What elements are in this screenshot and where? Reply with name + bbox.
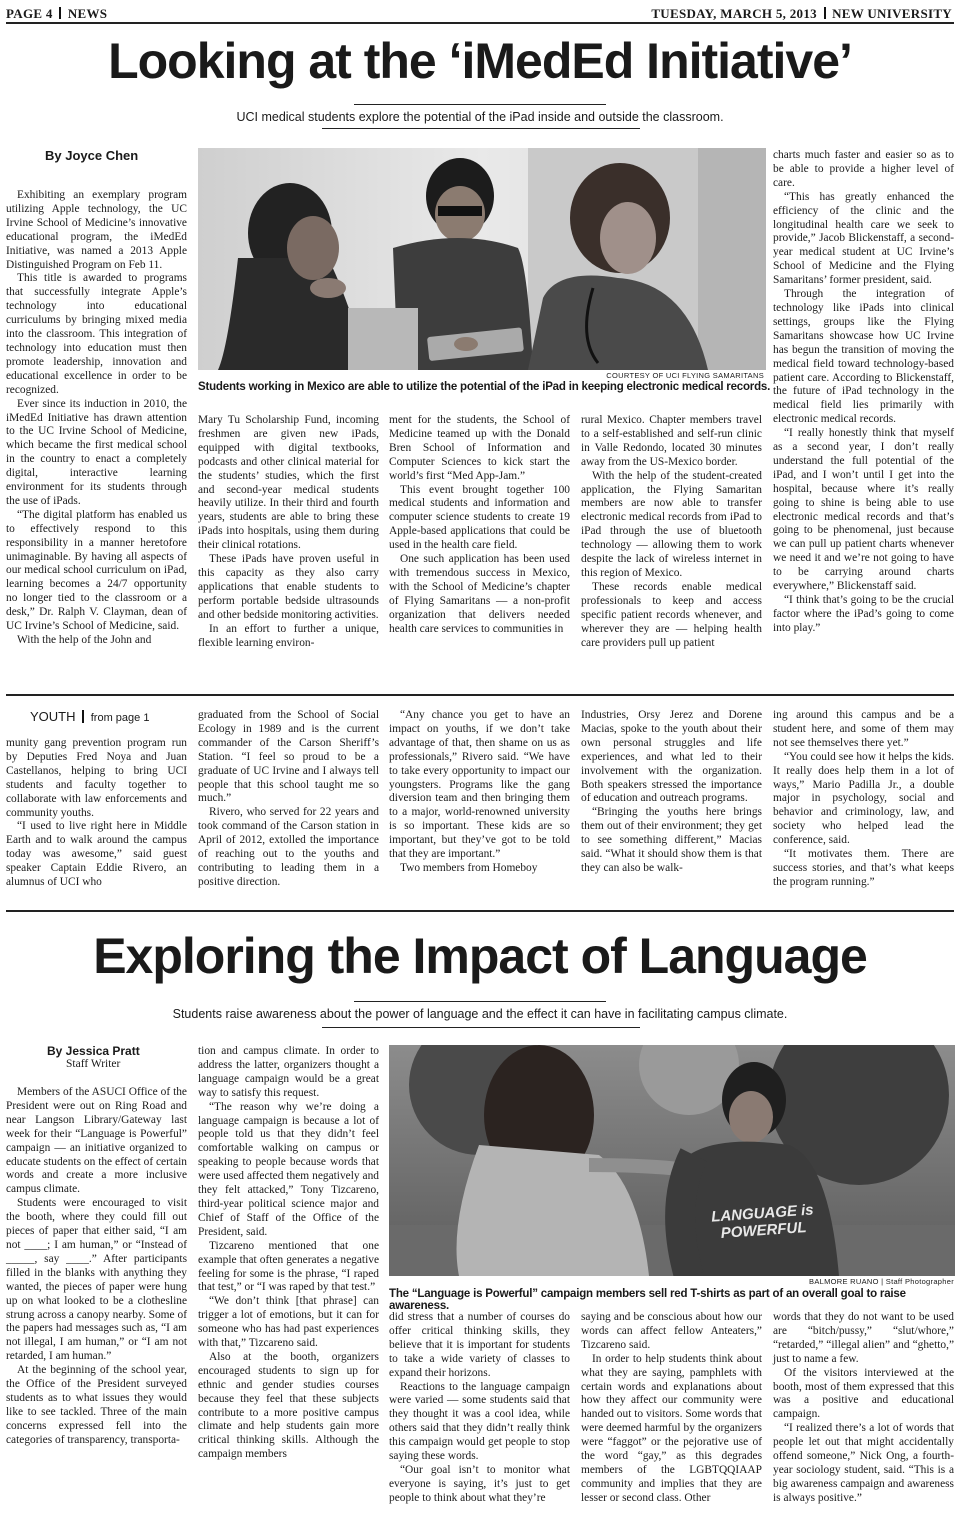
paragraph: Two members from Homeboy (400, 861, 538, 874)
paragraph: Exhibiting an exemplary program utilizing Apple technology, the UC Irvine School of Medicine’s innovative educational program, the iMedEd Initiative, was named a 2013 Apple Distinguished Program on Feb 11. (6, 189, 187, 271)
headline: Exploring the Impact of Language (93, 928, 867, 984)
issue-date: TUESDAY, MARCH 5, 2013 (651, 6, 817, 21)
paragraph: “Our goal isn’t to monitor what everyone is saying, it’s just to get people to think about what they’re (389, 1463, 570, 1504)
paragraph: This title is awarded to programs that successfully integrate Apple’s technology into educational curriculums by bringing mixed media into the classroom. This integration of technology into education must then promote leadership, innovation and educational excellence in order to be recognized. (6, 272, 187, 396)
youth-column-3 (389, 709, 570, 876)
photo-credit: COURTESY OF UCI FLYING SAMARITANS (606, 371, 764, 380)
byline: By Joyce Chen (45, 148, 139, 163)
paragraph: charts much faster and easier so as to be able to provide a higher level of care. (773, 149, 954, 189)
paragraph: “The reason why we’re doing a language campaign is because a lot of people told us that they didn’t feel comfortable walking on campus or speaking to people because words that were used affected them negatively and they felt attacked,” Tony Tizcareno, third-year political science major and Chief of Staff of the Office of the President, said. (198, 1100, 379, 1238)
paragraph: Ever since its induction in 2010, the iMedEd Initiative has drawn attention to the UC Irvine School of Medicine, which became the first medical school in the country to enact a completely digital, interactive learning environment for its students through the use of iPads. (6, 397, 187, 507)
paragraph: munity gang prevention program run by Deputies Fred Noya and Juan Castellanos, helping to bring UCI students and faculty together to collaborate with law enforcements and community youths. (6, 737, 187, 819)
paragraph: With the help of the student-created application, the Flying Samaritan members are now able to transfer electronic medical records from iPad to iPad through the use of bluetooth technology — allowing them to work despite the lack of wireless internet in this region of Mexico. (581, 469, 762, 579)
paragraph: At the beginning of the school year, the Office of the President surveyed students as to what issues they would like to see tackled. Three of the main concerns expressed fell into the categories of transparency, transporta- (6, 1364, 187, 1446)
paragraph: Through the integration of technology like iPads into clinical settings, groups like the Flying Samaritans showcase how UC Irvine has begun the transition of moving the medical field toward technology-based patient care. According to Blickenstaff, the future of iPad technology in the medical field lies primarily with electronic medical records. (773, 288, 954, 426)
paragraph: ing around this campus and be a student here, and some of them may not see themselves there yet.” (773, 709, 954, 749)
paragraph: Students were encouraged to visit the booth, where they could fill out pieces of paper that either said, “I am not ____; I am human,” or “Instead of _____, say ____.” After participants filled in the blanks with anything they wanted, the pieces of paper were hung up on what looked to be a clothesline strung across a canopy nearby. Some of the papers had messages such as, “I am not illegal, I am human,” or “I am not retarded, I am human.” (6, 1197, 187, 1363)
paragraph: One such application has been used with tremendous success in Mexico, with the School of Medicine’s chapter of Flying Samaritans — a non-profit organization that delivers needed health care services to communities in (389, 553, 570, 635)
byline: By Jessica Pratt (47, 1044, 140, 1058)
paragraph: In order to help students think about what they are saying, pamphlets with certain words and explanations about how they affect our community were handed out to visitors. Some words that were deemed harmful by the organizers were “faggot” or the pejorative use of the word “gay,” as this degrades members of the LGBTQQIAAP community and implies that they are lesser or second class. Other (581, 1352, 762, 1504)
jump-label: YOUTH (30, 709, 76, 724)
section-name: NEWS (67, 6, 108, 21)
section-divider (6, 910, 954, 912)
paragraph: “I really honestly think that myself as a second year, I don’t really understand the full potential of the iPad, and I won’t until I get into the hospital, because where it’s really going to shine is being able to use electronic medical records and that’s going to be phenomenal, just because we can pull up patient charts whenever we need it and we’re not going to have to be carrying around charts everywhere,” Blickenstaff said. (773, 427, 954, 593)
youth-column-4 (581, 709, 762, 876)
photo-caption: Students working in Mexico are able to utilize the potential of the iPad in keeping electronic medical records. (198, 381, 771, 393)
deck: Students raise awareness about the power of language and the effect it can have in facilitating campus climate. (172, 1007, 788, 1021)
paragraph: This event brought together 100 medical students and information and computer science students to create 19 Apple-based applications that could be used in the health care field. (389, 483, 570, 552)
photo-credit: BALMORE RUANO | Staff Photographer (809, 1277, 954, 1286)
paragraph: “Any chance you get to have an impact on youths, if we don’t take advantage of that, then shame on us as professionals,” Rivero said. “We have to take every opportunity to impact our youngsters. Programs like the gang diversion team and then bringing them to a major, world-renowned university is so important. These kids are so important, but they’ve got to be told that they are important.” (389, 709, 570, 861)
article-column-5 (773, 149, 954, 636)
paragraph: “I realized there’s a lot of words that people let out that might accidentally offend someone,” Nick Ong, a fourth-year sociology student, said. “This is a big awareness campaign and awareness is always positive.” (773, 1422, 954, 1504)
paragraph: “We don’t think [that phrase] can trigger a lot of emotions, but it can for someone who has had past experiences with that,” Tizcareno said. (198, 1295, 379, 1350)
paragraph: “I think that’s going to be the crucial factor where the iPad’s going to come into play.” (773, 594, 954, 634)
paper-name: NEW UNIVERSITY (832, 6, 952, 21)
paragraph: “I used to live right here in Middle Earth and to walk around the campus today was awesome,” said guest speaker Captain Eddie Rivero, an alumnus of UCI who (6, 820, 187, 889)
paragraph: Members of the ASUCI Office of the President were out on Ring Road and near Langson Library/Gateway last week for their “Language is Powerful” campaign — an initiative organized to educate students on the effect of certain words and create a more inclusive campus climate. (6, 1086, 187, 1196)
deck-rule-bottom (322, 128, 640, 129)
paragraph: Industries, Orsy Jerez and Dorene Macias, spoke to the youth about their own personal struggles and life experiences, and what led to their involvement with the organization. Both speakers stressed the importance of education and outreach programs. (581, 709, 762, 805)
article-column-3 (389, 1311, 570, 1506)
page-number: PAGE 4 (6, 6, 53, 21)
photo-language-campaign (389, 1045, 955, 1276)
paragraph: Also at the booth, organizers encouraged students to sign up for ethnic and gender studies courses because they feel that these subjects contribute to a more positive campus climate and help students gain more critical thinking skills. Although the campaign members (198, 1350, 379, 1461)
paragraph: “The digital platform has enabled us to effectively respond to this responsibility in a manner heretofore unimaginable. By having all aspects of our medical school curriculum on iPad, learning becomes a 24/7 opportunity no longer tied to the classroom or a desk,” Dr. Ralph V. Clayman, dean of UC Irvine’s School of Medicine, said. (6, 508, 187, 633)
paragraph: tion and campus climate. In order to address the latter, organizers thought a language campaign would be a great way to satisfy this request. (198, 1045, 379, 1099)
paragraph: Mary Tu Scholarship Fund, incoming freshmen are given new iPads, equipped with digital textbooks, podcasts and other clinical material for the students’ studies, which the first and second-year medical students heavily utilize. In their third and fourth years, students are able to bring these iPads into hospitals, using them during their clinical rotations. (198, 414, 379, 552)
paragraph: In an effort to further a unique, flexible learning environ- (198, 622, 379, 649)
dateline (651, 6, 952, 22)
photo-ipad-students (198, 148, 766, 370)
paragraph: “Bringing the youths here brings them out of their environment; they get to see something different,” Macias said. “What it should show them is that they can also be walk- (581, 806, 762, 874)
paragraph: These records enable medical professionals to keep and access specific patient records whenever, and wherever they are — helping health care providers pull up patient (581, 580, 762, 649)
article-column-2 (198, 1045, 379, 1462)
paragraph: These iPads have proven useful in this capacity as they also carry applications that enable students to perform portable bedside ultrasounds and other bedside monitoring activities. (198, 553, 379, 621)
paragraph: Of the visitors interviewed at the booth, most of them expressed that this was a positive and educational campaign. (773, 1366, 954, 1421)
youth-column-1 (6, 737, 187, 890)
paragraph: saying and be conscious about how our words can affect fellow Anteaters,” Tizcareno said. (581, 1311, 762, 1351)
deck: UCI medical students explore the potential of the iPad inside and outside the classroom. (236, 110, 724, 124)
paragraph: “You could see how it helps the kids. It really does help them in a lot of ways,” Mario Padilla Jr., a double major in psychology, social and behavior and criminology, law, and society who helped lead the conference, said. (773, 750, 954, 847)
byline-role: Staff Writer (66, 1058, 121, 1070)
headline: Looking at the ‘iMedEd Initiative’ (108, 33, 852, 89)
paragraph: Reactions to the language campaign were varied — some students said that they thought it was a cool idea, while others said that they didn’t really think this campaign would get people to stop saying these words. (389, 1380, 570, 1463)
paragraph: did stress that a number of courses do offer critical thinking skills, they believe that it is important for students to take a wide variety of classes to expand their horizons. (389, 1311, 570, 1379)
jump-from: from page 1 (90, 712, 150, 724)
article-column-2 (198, 414, 379, 650)
paragraph: rural Mexico. Chapter members travel to a self-established and self-run clinic in Valle Redondo, located 30 minutes away from the US-Mexico border. (581, 414, 762, 468)
youth-column-5 (773, 709, 954, 890)
page-label (6, 6, 107, 22)
deck-rule-bottom (322, 1027, 640, 1028)
youth-column-2 (198, 709, 379, 890)
paragraph: “This has greatly enhanced the efficiency of the clinic and the longitudinal health care we seek to provide,” Jacob Blickenstaff, a second-year medical student at UC Irvine’s School of Medicine and the Flying Samaritans’ former president, said. (773, 190, 954, 287)
jump-header (30, 709, 149, 724)
shirt-print: LANGUAGE is POWERFUL (710, 1201, 815, 1242)
paragraph: “It motivates them. There are success stories, and that’s what keeps the program running.” (773, 848, 954, 888)
article-column-1 (6, 1086, 187, 1448)
article-column-5 (773, 1311, 954, 1506)
deck-rule-top (354, 1001, 606, 1002)
section-divider (6, 694, 954, 696)
article-column-4 (581, 1311, 762, 1506)
paragraph: With the help of the John and (17, 634, 152, 646)
article-column-3 (389, 414, 570, 637)
article-column-1 (6, 189, 187, 648)
photo-caption: The “Language is Powerful” campaign members sell red T-shirts as part of an overall goal to raise awareness. (389, 1288, 906, 1312)
paragraph: Tizcareno mentioned that one example that often generates a negative feeling for some is the phrase, “I raped that test,” or “I was raped by that test.” (198, 1239, 379, 1294)
paragraph: ment for the students, the School of Medicine teamed up with the Donald Bren School of Information and Computer Sciences to kick start the world’s first “Med App-Jam.” (389, 414, 570, 482)
paragraph: graduated from the School of Social Ecology in 1989 and is the current commander of the Carson Sheriff’s Station. “I feel so proud to be a graduate of UC Irvine and I always tell people that this school taught me so much.” (198, 709, 379, 805)
masthead-rule (6, 22, 954, 24)
paragraph: words that they do not want to be used are “bitch/pussy,” “slut/whore,” “retarded,” “illegal alien” and “ghetto,” just to name a few. (773, 1311, 954, 1365)
deck-rule-top (354, 104, 606, 105)
paragraph: Rivero, who served for 22 years and took command of the Carson station in April of 2012, extolled the importance of reaching out to the youths and contributing to leading them in a positive direction. (198, 806, 379, 888)
article-column-4 (581, 414, 762, 650)
